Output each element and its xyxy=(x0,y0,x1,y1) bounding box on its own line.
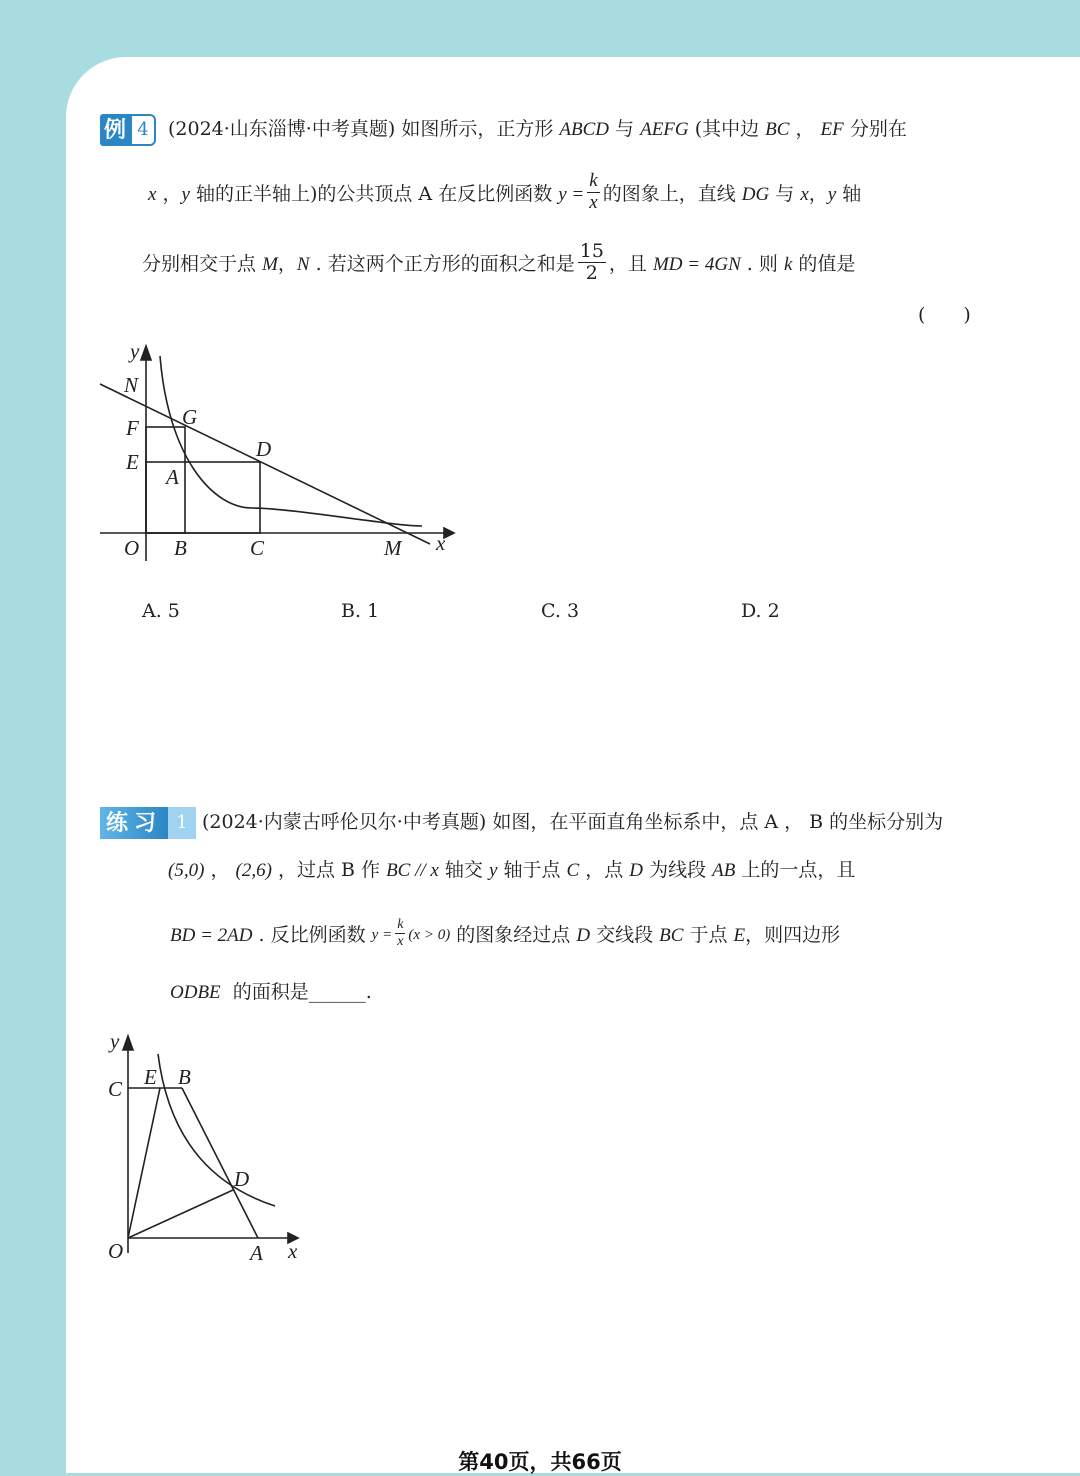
answer-bracket: ( ) xyxy=(918,304,971,326)
math-bc-parallel: BC // x xyxy=(386,860,439,881)
segment-oe xyxy=(128,1088,160,1238)
text-yudian: 于点 xyxy=(689,923,728,946)
text-weixianduan: 为线段 xyxy=(649,859,707,881)
example-l1-tail: (其中边 xyxy=(694,118,760,140)
math-ef: EF xyxy=(820,119,844,140)
comma: ， xyxy=(162,182,182,205)
practice-line-2 xyxy=(168,861,855,880)
label-g: G xyxy=(182,405,198,429)
frac-num: 15 xyxy=(579,239,604,262)
math-abcd: ABCD xyxy=(559,119,609,140)
math-y: y xyxy=(181,183,190,205)
label-d: D xyxy=(234,1167,250,1191)
example-l2-text: 轴的正半轴上)的公共顶点 A 在反比例函数 xyxy=(195,182,553,205)
label-e: E xyxy=(126,450,139,474)
label-m: M xyxy=(384,536,402,560)
math-y-eq: y = xyxy=(558,183,585,205)
math-y-eq: y = xyxy=(371,926,393,943)
math-md-eq: MD = 4GN xyxy=(652,253,741,275)
line-dg xyxy=(100,384,430,544)
example-line-1 xyxy=(168,120,907,139)
math-bc: BC xyxy=(765,119,790,140)
practice-line-4 xyxy=(170,983,372,1002)
practice-l3-text: . 反比例函数 xyxy=(258,923,366,946)
x-axis-arrow xyxy=(444,528,454,538)
practice-source: (2024·内蒙古呼伦贝尔·中考真题) xyxy=(202,811,487,833)
choice-a[interactable]: A. 5 xyxy=(142,600,180,622)
hyperbola-curve xyxy=(160,356,422,526)
practice-l2-tail: 上的一点，且 xyxy=(741,859,856,881)
math-n: N xyxy=(296,253,310,275)
label-b: B xyxy=(178,1065,191,1089)
label-o: O xyxy=(108,1239,124,1263)
segment-ba xyxy=(182,1088,258,1238)
math-c: C xyxy=(566,860,580,881)
math-m: M xyxy=(262,253,278,275)
comma: ， xyxy=(795,118,815,140)
frac-den: x xyxy=(397,933,404,949)
frac-num: k xyxy=(397,917,404,933)
square-abcd xyxy=(146,462,260,533)
example-line-2 xyxy=(148,170,861,218)
math-dg: DG xyxy=(741,183,770,205)
frac-den: x xyxy=(589,191,598,213)
math-y: y xyxy=(488,860,498,881)
math-e: E xyxy=(733,924,746,946)
practice-badge xyxy=(100,807,196,839)
label-e: E xyxy=(144,1065,157,1089)
text-yu: 与 xyxy=(775,182,795,205)
math-d: D xyxy=(629,860,644,881)
math-condition: (x > 0) xyxy=(408,926,451,943)
example-l3-mid: . 若这两个正方形的面积之和是 xyxy=(315,252,575,275)
label-c: C xyxy=(250,536,265,560)
hyperbola-curve xyxy=(158,1054,275,1206)
figure-1 xyxy=(92,336,462,566)
label-b: B xyxy=(174,536,187,560)
fraction-15-over-2 xyxy=(578,241,606,284)
practice-badge-number: 1 xyxy=(168,807,196,839)
text-dian: ，点 xyxy=(585,859,624,881)
label-a: A xyxy=(166,465,179,489)
practice-l2-text: ，过点 B 作 xyxy=(277,859,381,881)
text-jiaoxianduan: 交线段 xyxy=(596,923,654,946)
comma: ， xyxy=(277,252,297,275)
text-qie: ，且 xyxy=(608,252,647,275)
y-axis-arrow xyxy=(123,1036,133,1050)
frac-num: k xyxy=(589,169,598,191)
practice-l3-mid: 的图象经过点 xyxy=(456,923,571,946)
example-badge-number: 4 xyxy=(130,114,156,146)
choice-c[interactable]: C. 3 xyxy=(541,600,580,622)
math-x: x xyxy=(800,183,809,205)
example-l3-end: 的值是 xyxy=(798,252,856,275)
practice-l3-tail: ，则四边形 xyxy=(745,923,841,946)
practice-l1-text: 如图，在平面直角坐标系中，点 A ， B 的坐标分别为 xyxy=(492,811,944,833)
math-odbe: ODBE xyxy=(170,982,221,1003)
label-n: N xyxy=(124,373,139,397)
label-c: C xyxy=(108,1077,123,1101)
label-a: A xyxy=(250,1241,263,1265)
choice-b[interactable]: B. 1 xyxy=(341,600,380,622)
label-f: F xyxy=(126,416,139,440)
math-y: y xyxy=(827,183,837,205)
page-footer: 第40页，共66页 xyxy=(458,1450,622,1474)
practice-badge-label: 练习 xyxy=(100,807,168,839)
comma: ， xyxy=(210,859,230,881)
figure-2 xyxy=(100,1028,310,1268)
math-bc: BC xyxy=(659,924,684,946)
math-d: D xyxy=(576,924,591,946)
label-y: y xyxy=(110,1029,120,1053)
choice-d[interactable]: D. 2 xyxy=(741,600,780,622)
label-y: y xyxy=(130,339,140,363)
practice-l4-text: 的面积是______. xyxy=(232,981,372,1003)
text-yu: 与 xyxy=(615,118,635,140)
math-bd-eq: BD = 2AD xyxy=(170,924,253,946)
text-zhou: 轴 xyxy=(842,182,862,205)
example-l3-tail: . 则 xyxy=(746,252,778,275)
label-x: x xyxy=(288,1239,298,1263)
text-zhoujiao: 轴交 xyxy=(444,859,483,881)
frac-den: 2 xyxy=(585,261,598,284)
label-o: O xyxy=(124,536,140,560)
label-x: x xyxy=(436,531,446,555)
text-zhouyudian: 轴于点 xyxy=(503,859,561,881)
example-line-3 xyxy=(142,238,855,290)
math-ab: AB xyxy=(712,860,736,881)
example-l2-tail: 的图象上，直线 xyxy=(602,182,736,205)
example-badge-label: 例 xyxy=(100,114,130,146)
segment-od xyxy=(128,1190,233,1238)
example-l1-text: 如图所示，正方形 xyxy=(401,118,554,140)
comma: ， xyxy=(808,182,828,205)
math-coord-b: (2,6) xyxy=(235,860,272,881)
example-source: (2024·山东淄博·中考真题) xyxy=(168,118,396,140)
text-fenbie: 分别在 xyxy=(849,118,907,140)
example-badge xyxy=(100,114,156,146)
math-k: k xyxy=(783,253,793,275)
practice-line-3 xyxy=(170,912,840,958)
label-d: D xyxy=(256,437,272,461)
y-axis-arrow xyxy=(141,346,151,360)
fraction-k-over-x xyxy=(587,171,599,214)
math-x: x xyxy=(148,183,157,205)
example-l3-text: 分别相交于点 xyxy=(142,252,257,275)
fraction-k-over-x xyxy=(395,917,405,949)
math-aefg: AEFG xyxy=(640,119,689,140)
math-coord-a: (5,0) xyxy=(168,860,205,881)
practice-line-1 xyxy=(202,813,943,832)
